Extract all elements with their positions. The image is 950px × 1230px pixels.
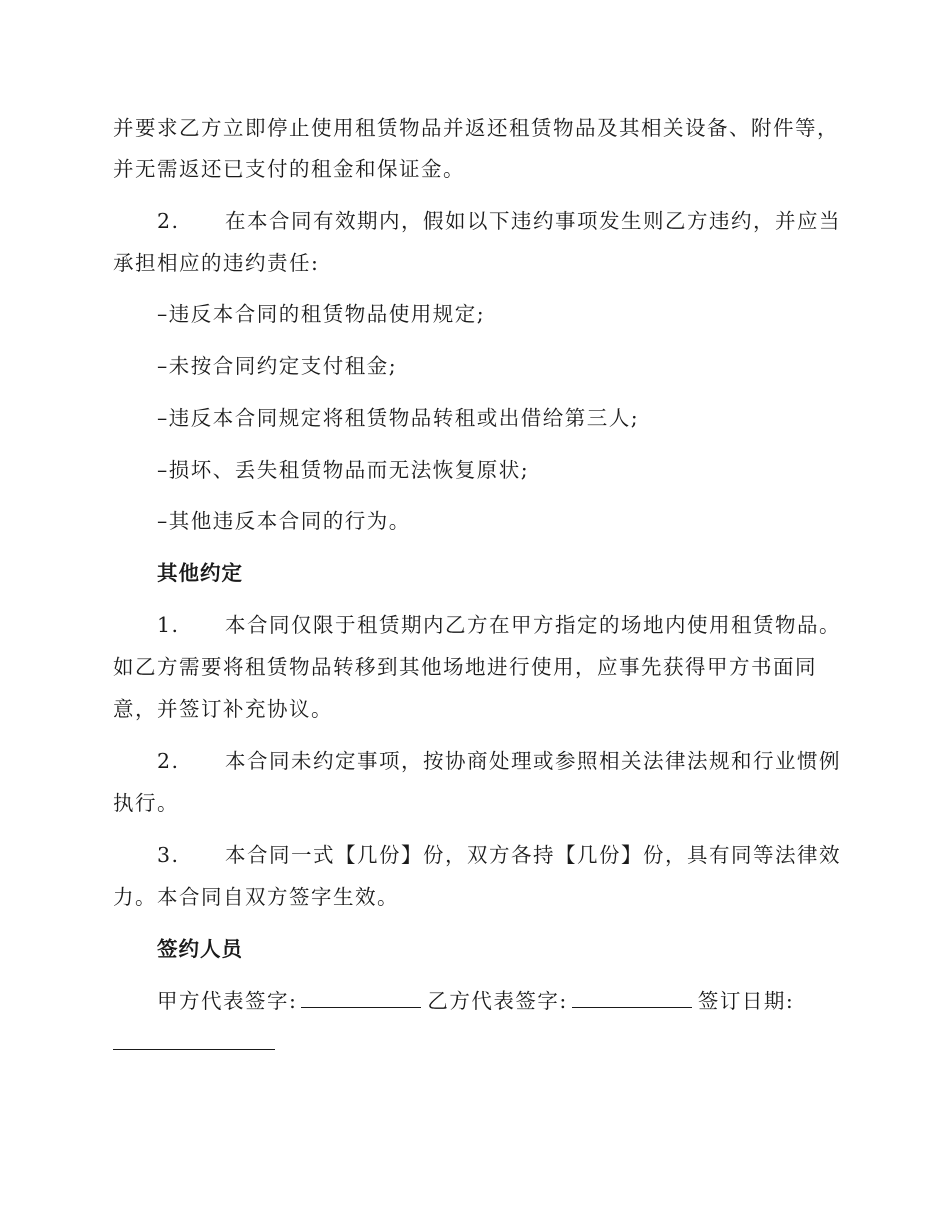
section-heading-other-terms: 其他约定 [157,561,243,585]
clause-number: 2. [157,749,180,773]
other-term-item-2 [157,746,841,776]
section-heading-signatories: 签约人员 [157,937,243,961]
signing-date-label: 签订日期: [697,989,795,1013]
party-a-signature-label: 甲方代表签字: [157,989,298,1013]
clause-number: 1. [157,613,180,637]
clause-text: 本合同一式【几份】份，双方各持【几份】份，具有同等法律效 [225,843,841,867]
body-text-line: 并要求乙方立即停止使用租赁物品并返还租赁物品及其相关设备、附件等， [113,116,839,140]
clause-text: 本合同仅限于租赁期内乙方在甲方指定的场地内使用租赁物品。 [225,613,841,637]
violation-item: –其他违反本合同的行为。 [157,509,411,533]
violation-item: –损坏、丢失租赁物品而无法恢复原状; [157,458,530,482]
clause-number: 3. [157,843,180,867]
signature-row [157,986,794,1016]
other-term-item-3 [157,840,841,870]
clause-number: 2. [157,209,180,233]
violation-item: –违反本合同规定将租赁物品转租或出借给第三人; [157,406,640,430]
other-term-item-1 [157,610,841,640]
clause-2-line [157,206,841,236]
signing-date-field[interactable] [113,1049,275,1050]
body-text-line: 意，并签订补充协议。 [113,697,333,721]
party-b-signature-label: 乙方代表签字: [427,989,568,1013]
violation-item: –未按合同约定支付租金; [157,354,398,378]
party-a-signature-field[interactable] [301,989,421,1008]
party-b-signature-field[interactable] [572,989,692,1008]
clause-text: 在本合同有效期内，假如以下违约事项发生则乙方违约，并应当 [225,209,841,233]
clause-text: 本合同未约定事项，按协商处理或参照相关法律法规和行业惯例 [225,749,841,773]
body-text-line: 并无需返还已支付的租金和保证金。 [113,157,465,181]
body-text-line: 力。本合同自双方签字生效。 [113,885,399,909]
body-text-line: 承担相应的违约责任: [113,251,320,275]
body-text-line: 执行。 [113,791,179,815]
body-text-line: 如乙方需要将租赁物品转移到其他场地进行使用，应事先获得甲方书面同 [113,655,817,679]
violation-item: –违反本合同的租赁物品使用规定; [157,302,486,326]
